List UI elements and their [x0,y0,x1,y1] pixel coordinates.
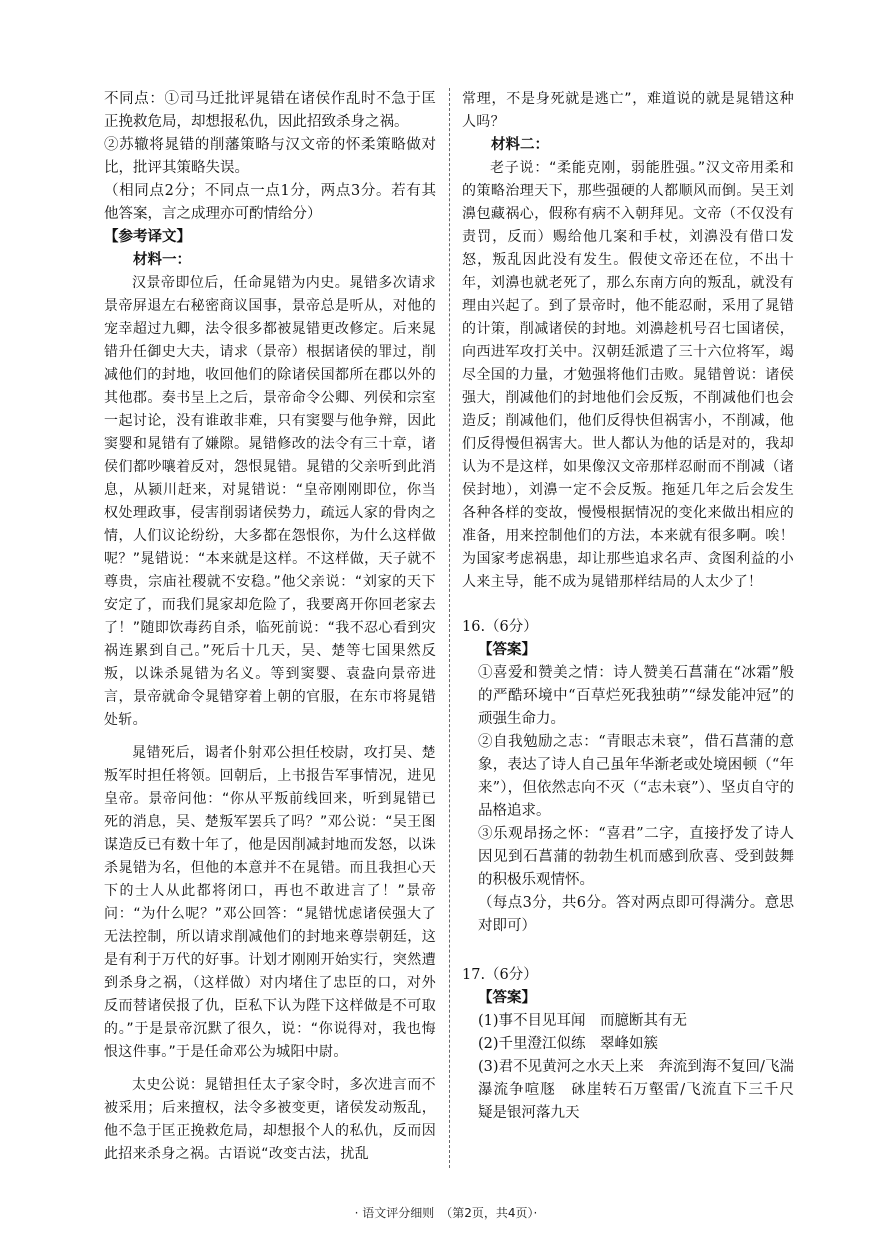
q16-scoring-note: （每点3分，共6分。答对两点即可得满分。意思对即可） [478,895,794,934]
q17-line-3: (3)君不见黄河之水天上来 奔流到海不复回/飞湍瀑流争喧豗 砯崖转石万壑雷/飞流直下三千尺 疑是银河落九天 [478,1059,809,1121]
right-column [462,88,809,1125]
column-divider [449,88,450,1168]
q17-line-2: (2)千里澄江似练 翠峰如簇 [478,1036,659,1052]
m1-paragraph-2: 晁错死后，谒者仆射邓公担任校尉，攻打吴、楚叛军时担任将领。回朝后，上书报告军事情况，进见皇帝。景帝问他：“你从平叛前线回来，听到晁错已死的消息，吴、楚叛军罢兵了吗？”邓公说：“吴王图谋造反已有数十年了，他是因削减封地而发怒，以诛杀晁错为名，但他的本意并不在晁错。而且我担心天下的士人从此都将闭口，再也不敢进言了！”景帝问：“为什么呢？”邓公回答：“晁错忧虑诸侯强大了无法控制，所以请求削减他们的封地来尊崇朝廷，这是有利于万代的好事。计划才刚刚开始实行，突然遭到杀身之祸，（这样做）对内堵住了忠臣的口，对外反而替诸侯报了仇，臣私下认为陛下这样做是不可取的。”于是景帝沉默了很久，说：“你说得对，我也悔恨这件事。”于是任命邓公为城阳中尉。 [104,745,436,1060]
section-title: 【参考译文】 [104,229,191,245]
page-footer: · 语文评分细则 （第2页，共4页）· [354,1206,538,1220]
q17-number: 17.（6分） [462,967,538,983]
paragraph-gap [104,1064,436,1074]
intro-line-2: ②苏辙将晁错的削藩策略与汉文帝的怀柔策略做对比，批评其策略失误。 [104,137,436,176]
q16-number: 16.（6分） [462,619,538,635]
material2-title: 材料二： [491,137,549,153]
paragraph-gap [104,732,436,742]
m2-paragraph: 老子说：“柔能克刚，弱能胜强。”汉文帝用柔和的策略治理天下，那些强硬的人都顺风而倒。吴王刘濞包藏祸心，假称有病不入朝拜见。文帝（不仅没有责罚，反而）赐给他几案和手杖，刘濞没有借口发怒，叛乱因此没有发生。假使文帝还在位，不出十年，刘濞也就老死了，那么东南方向的叛乱，就没有理由兴起了。到了景帝时，他不能忍耐，采用了晁错的计策，削减诸侯的封地。刘濞趁机号召七国诸侯，向西进军攻打关中。汉朝廷派遣了三十六位将军，竭尽全国的力量，才勉强将他们击败。晁错曾说：诸侯强大，削减他们的封地他们会反叛，不削减他们也会造反；削减他们，他们反得快但祸害小，不削减，他们反得慢但祸害大。世人都认为他的话是对的，我却认为不是这样，如果像汉文帝那样忍耐而不削减（诸侯封地），刘濞一定不会反叛。拖延几年之后会发生各种各样的变故，慢慢根据情况的变化来做出相应的准备，用来控制他们的方法，本来就有很多啊。唉！为国家考虑祸患，却让那些追求名声、贪图利益的小人来主导，能不成为晁错那样结局的人太少了！ [462,160,794,590]
left-column [104,88,436,1166]
m1-paragraph-3: 太史公说：晁错担任太子家令时，多次进言而不被采用；后来擅权，法令多被变更，诸侯发动叛乱，他不急于匡正挽救危局，却想报个人的私仇，反而因此招来杀身之祸。古语说“改变古法，扰乱 [104,1077,436,1162]
m1-paragraph-1: 汉景帝即位后，任命晁错为内史。晁错多次请求景帝屏退左右秘密商议国事，景帝总是听从，对他的宠幸超过九卿，法令很多都被晁错更改修定。后来晁错升任御史大夫，请求（景帝）根据诸侯的罪过，削减他们的封地，收回他们的除诸侯国都所在郡以外的其他郡。奏书呈上之后，景帝命令公卿、列侯和宗室一起讨论，没有谁敢非难，只有窦婴与他争辩，因此窦婴和晁错有了嫌隙。晁错修改的法令有三十章，诸侯们都吵嚷着反对，怨恨晁错。晁错的父亲听到此消息，从颍川赶来，对晁错说：“皇帝刚刚即位，你当权处理政事，侵害削弱诸侯势力，疏远人家的骨肉之情，人们议论纷纷，大多都在怨恨你，为什么这样做呢？”晁错说：“本来就是这样。不这样做，天子就不尊贵，宗庙社稷就不安稳。”他父亲说：“刘家的天下安定了，而我们晁家却危险了，我要离开你回老家去了！”随即饮毒药自杀，临死前说：“我不忍心看到灾祸连累到自己。”死后十几天，吴、楚等七国果然反叛，以诛杀晁错为名义。等到窦婴、袁盎向景帝进言，景帝就命令晁错穿着上朝的官服，在东市将晁错处斩。 [104,275,436,728]
intro-line-1: 不同点：①司马迁批评晁错在诸侯作乱时不急于匡正挽救危局，却想报私仇，因此招致杀身之祸。 [104,91,436,130]
q16-answer-label: 【答案】 [478,642,536,658]
q16-point-2: ②自我勉励之志：“青眼志未衰”，借石菖蒲的意象，表达了诗人自己虽年华渐老或处境困顿（“年来”），但依然志向不灭（“志未衰”）、坚贞自守的品格追求。 [478,734,794,819]
q16-point-1: ①喜爱和赞美之情：诗人赞美石菖蒲在“冰霜”般的严酷环境中“百草烂死我独萌”“绿发能冲冠”的顽强生命力。 [478,665,794,727]
m1-continuation: 常理，不是身死就是逃亡”，难道说的就是晁错这种人吗？ [462,91,794,130]
material1-title: 材料一： [133,252,191,268]
q17-line-1: (1)事不目见耳闻 而臆断其有无 [478,1013,688,1029]
q17-answer-label: 【答案】 [478,990,536,1006]
q16-point-3: ③乐观昂扬之怀：“喜君”二字，直接抒发了诗人因见到石菖蒲的勃勃生机而感到欣喜、受到鼓舞的积极乐观情怀。 [478,826,794,888]
intro-line-3: （相同点2分；不同点一点1分，两点3分。若有其他答案，言之成理亦可酌情给分） [104,183,436,222]
